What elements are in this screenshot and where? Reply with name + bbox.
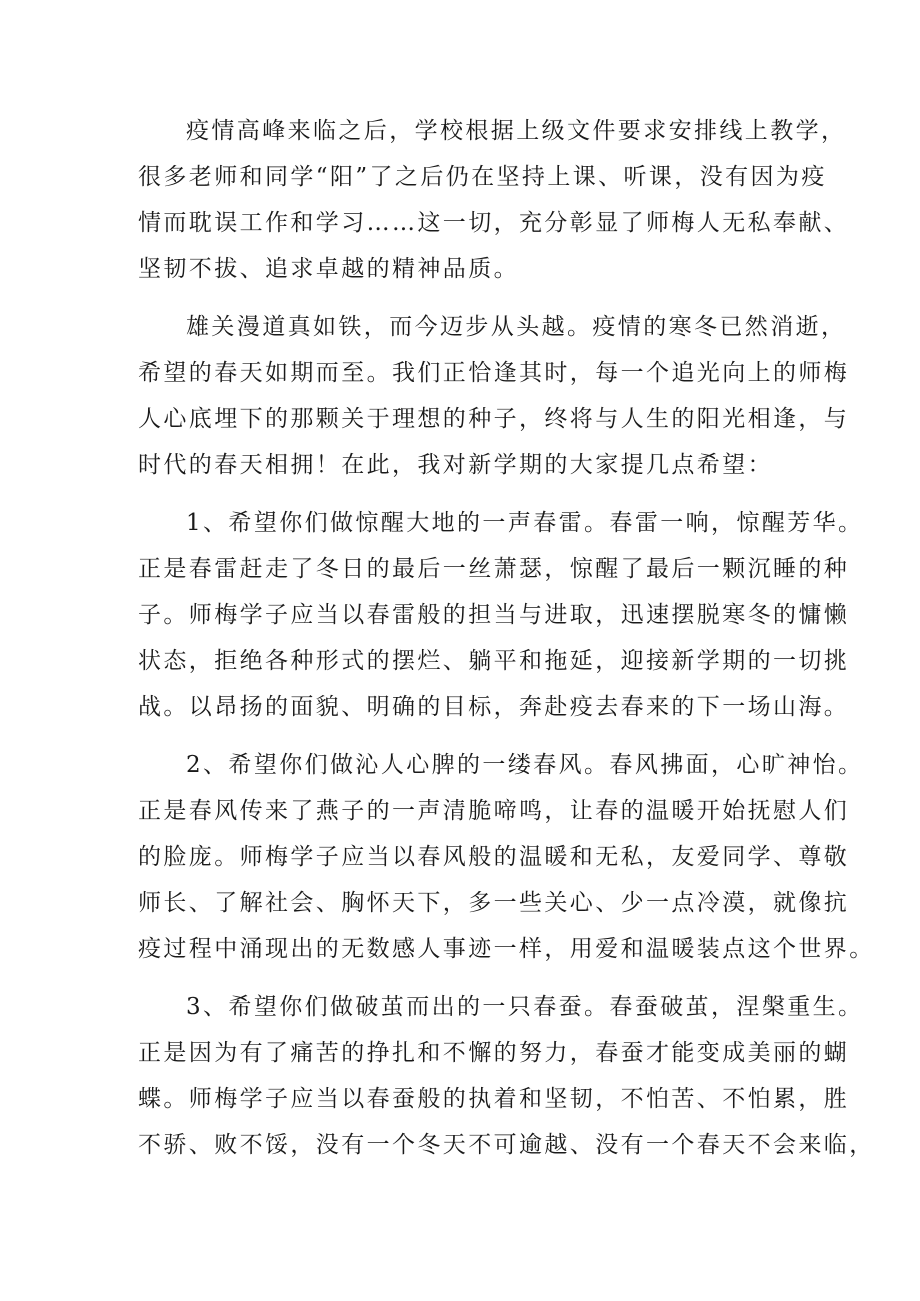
paragraph-line: 疫过程中涌现出的无数感人事迹一样，用爱和温暖装点这个世界。 <box>138 936 875 962</box>
paragraph-line: 坚韧不拔、追求卓越的精神品质。 <box>138 256 519 282</box>
paragraph-line: 时代的春天相拥！在此，我对新学期的大家提几点希望： <box>138 452 773 478</box>
paragraph-line: 正是春风传来了燕子的一声清脆啼鸣，让春的温暖开始抚慰人们 <box>138 798 850 824</box>
paragraph-5 <box>138 984 875 1168</box>
paragraph-4 <box>138 742 875 972</box>
paragraph-line: 正是因为有了痛苦的挣扎和不懈的努力，春蚕才能变成美丽的蝴 <box>138 1040 850 1066</box>
paragraph-line: 正是春雷赶走了冬日的最后一丝萧瑟，惊醒了最后一颗沉睡的种 <box>138 556 850 582</box>
paragraph-line: 蝶。师梅学子应当以春蚕般的执着和坚韧，不怕苦、不怕累，胜 <box>138 1086 850 1112</box>
paragraph-gap <box>138 730 806 742</box>
paragraph-2 <box>138 304 850 488</box>
paragraph-1 <box>138 108 850 292</box>
paragraph-line: 战。以昂扬的面貌、明确的目标，奔赴疫去春来的下一场山海。 <box>138 694 850 720</box>
paragraph-line: 师长、了解社会、胸怀天下，多一些关心、少一点冷漠，就像抗 <box>138 890 850 916</box>
paragraph-3 <box>138 500 864 730</box>
paragraph-gap <box>138 292 806 304</box>
paragraph-line: 2、希望你们做沁人心脾的一缕春风。春风拂面，心旷神怡。 <box>186 752 864 778</box>
paragraph-line: 的脸庞。师梅学子应当以春风般的温暖和无私，友爱同学、尊敬 <box>138 844 850 870</box>
paragraph-line: 不骄、败不馁，没有一个冬天不可逾越、没有一个春天不会来临， <box>138 1132 875 1158</box>
paragraph-gap <box>138 972 806 984</box>
paragraph-line: 希望的春天如期而至。我们正恰逢其时，每一个追光向上的师梅 <box>138 360 850 386</box>
document-body <box>138 108 875 1168</box>
paragraph-gap <box>138 488 806 500</box>
paragraph-line: 1、希望你们做惊醒大地的一声春雷。春雷一响，惊醒芳华。 <box>186 510 864 536</box>
paragraph-line: 3、希望你们做破茧而出的一只春蚕。春蚕破茧，涅槃重生。 <box>186 994 864 1020</box>
paragraph-line: 情而耽误工作和学习……这一切，充分彰显了师梅人无私奉献、 <box>138 210 850 236</box>
paragraph-line: 雄关漫道真如铁，而今迈步从头越。疫情的寒冬已然消逝， <box>186 314 847 340</box>
paragraph-line: 疫情高峰来临之后，学校根据上级文件要求安排线上教学， <box>186 118 847 144</box>
paragraph-line: 很多老师和同学“阳”了之后仍在坚持上课、听课，没有因为疫 <box>138 164 827 190</box>
paragraph-line: 状态，拒绝各种形式的摆烂、躺平和拖延，迎接新学期的一切挑 <box>138 648 850 674</box>
paragraph-line: 人心底埋下的那颗关于理想的种子，终将与人生的阳光相逢，与 <box>138 406 850 432</box>
paragraph-line: 子。师梅学子应当以春雷般的担当与进取，迅速摆脱寒冬的慵懒 <box>138 602 850 628</box>
